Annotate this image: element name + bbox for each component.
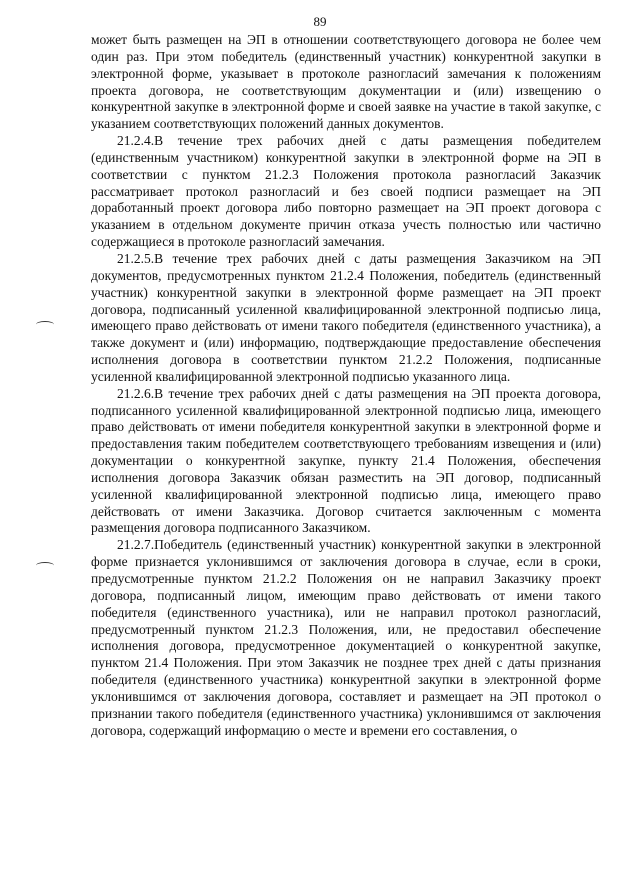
document-text [91,32,601,739]
page-number: 89 [313,14,327,29]
punch-hole-mark-bottom [36,562,54,569]
paragraph-21-2-6: 21.2.6.В течение трех рабочих дней с даты размещения на ЭП проекта договора, подписанного усиленной квалифицированной электронной подписью лица, имеющего право действовать от имени победителя конкурентной закупки в электронной форме и предоставления таким победителем соответствующего требованиям извещения и (или) документации о конкурентной закупке, пункту 21.4 Положения, обеспечения исполнения договора Заказчик обязан разместить на ЭП договор, подписанный усиленной квалифицированной электронной подписью лица, имеющего право действовать от имени Заказчика. Договор считается заключенным с момента размещения договора подписанного Заказчиком. [91,385,601,536]
paragraph-continuation: может быть размещен на ЭП в отношении соответствующего договора не более чем один раз. При этом победитель (единственный участник) конкурентной закупки в электронной форме, указывает в протоколе разногласий замечания к положениям проекта договора, не соответствующим документации и (или) извещению о конкурентной закупке в электронной форме и своей заявке на участие в такой закупке, с указанием соответствующих положений данных документов. [91,32,601,132]
paragraph-21-2-7: 21.2.7.Победитель (единственный участник) конкурентной закупки в электронной форме признается уклонившимся от заключения договора в случае, если в сроки, предусмотренные пунктом 21.2.2 Положения он не направил Заказчику проект договора, подписанный лицом, имеющим право действовать от имени такого победителя (единственного участника), или не направил протокол разногласий, предусмотренный пунктом 21.2.3 Положения, или, не предоставил обеспечение исполнения договора, предусмотренное документацией о конкурентной закупке, пунктом 21.4 Положения. При этом Заказчик не позднее трех дней с даты признания победителя (единственного участника) конкурентной закупки в электронной форме уклонившимся от заключения договора, составляет и размещает на ЭП протокол о признании такого победителя (единственного участника) уклонившимся от заключения договора, содержащий информацию о месте и времени его составления, о [91,537,601,738]
paragraph-21-2-4: 21.2.4.В течение трех рабочих дней с даты размещения победителем (единственным участником) конкурентной закупки в электронной форме на ЭП в соответствии с пунктом 21.2.3 Положения протокола разногласий Заказчик рассматривает протокол разногласий и без своей подписи размещает на ЭП доработанный проект договора либо повторно размещает на ЭП проект договора с указанием в отдельном документе причин отказа учесть полностью или частично содержащиеся в протоколе разногласий замечания. [91,133,601,250]
paragraph-21-2-5: 21.2.5.В течение трех рабочих дней с даты размещения Заказчиком на ЭП документов, предусмотренных пунктом 21.2.4 Положения, победитель (единственный участник) конкурентной закупки в электронной форме размещает на ЭП проект договора, подписанный усиленной квалифицированной электронной подписью лица, имеющего право действовать от имени такого победителя (единственного участника), а также документ и (или) информацию, подтверждающие предоставление обеспечения исполнения договора в соответствии пунктом 21.2.2 Положения, подписанные усиленной квалифицированной электронной подписью указанного лица. [91,250,601,384]
punch-hole-mark-top [36,321,54,328]
